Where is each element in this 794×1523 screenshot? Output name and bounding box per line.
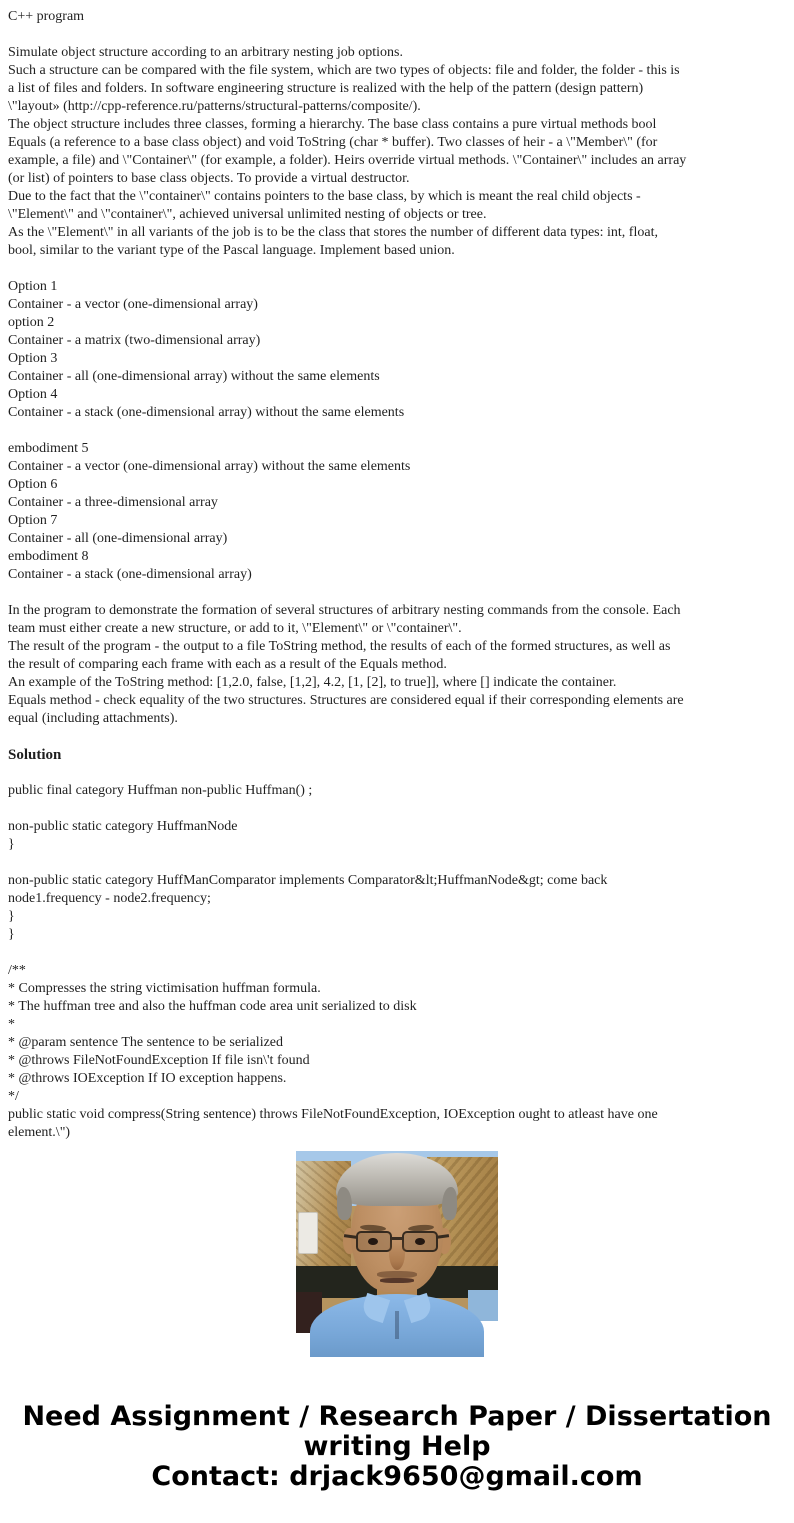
page-title: C++ program: [8, 9, 85, 24]
photo-mustache: [377, 1271, 417, 1278]
code-line: * Compresses the string victimisation huffman formula.: [8, 981, 321, 996]
code-line: public final category Huffman non-public Huffman() ;: [8, 783, 313, 798]
photo-mouth: [380, 1278, 414, 1282]
code-line: * The huffman tree and also the huffman code area unit serialized to disk: [8, 999, 417, 1014]
banner-heading-line2: writing Help: [303, 1431, 491, 1462]
code-line: non-public static category HuffManComparator implements Comparator&lt;HuffmanNode&gt; come back: [8, 873, 608, 888]
text-line: team must either create a new structure, or add to it, \"Element\" or \"container\".: [8, 621, 462, 636]
text-line: [8, 26, 794, 44]
code-line: [8, 800, 794, 818]
text-line: Such a structure can be compared with the file system, which are two types of objects: file and folder, the folder - this is: [8, 63, 680, 78]
option-line: Container - a matrix (two-dimensional array): [8, 333, 261, 348]
option-line: Option 6: [8, 477, 58, 492]
text-line: equal (including attachments).: [8, 711, 178, 726]
text-line: bool, similar to the variant type of the Pascal language. Implement based union.: [8, 243, 455, 258]
option-line: Container - a vector (one-dimensional array) without the same elements: [8, 459, 411, 474]
option-line: Container - a three-dimensional array: [8, 495, 218, 510]
banner-heading-line1: Need Assignment / Research Paper / Dissertation: [22, 1401, 772, 1432]
code-line: }: [8, 837, 15, 852]
text-line: the result of comparing each frame with each as a result of the Equals method.: [8, 657, 447, 672]
code-line: non-public static category HuffmanNode: [8, 819, 238, 834]
photo-nose: [389, 1236, 405, 1270]
code-line: */: [8, 1089, 19, 1104]
text-line: As the \"Element\" in all variants of the job is to be the class that stores the number of different data types: int, float,: [8, 225, 658, 240]
option-line: Option 7: [8, 513, 58, 528]
photo-eye-left: [368, 1238, 378, 1245]
option-line: Option 3: [8, 351, 58, 366]
text-line: a list of files and folders. In software engineering structure is realized with the help of the pattern (design pattern): [8, 81, 644, 96]
code-line: /**: [8, 963, 26, 978]
option-line: Container - all (one-dimensional array) without the same elements: [8, 369, 380, 384]
code-line: node1.frequency - node2.frequency;: [8, 891, 211, 906]
option-line: embodiment 8: [8, 549, 89, 564]
text-line: The object structure includes three classes, forming a hierarchy. The base class contains a pure virtual methods bool: [8, 117, 657, 132]
text-line: example, a file) and \"Container\" (for example, a folder). Heirs override virtual methods. \"Container\" includes an array: [8, 153, 687, 168]
text-line: [8, 584, 794, 602]
code-line: public static void compress(String sentence) throws FileNotFoundException, IOException ought to atleast have one: [8, 1107, 658, 1122]
option-line: embodiment 5: [8, 441, 89, 456]
text-line: [8, 422, 794, 440]
text-line: In the program to demonstrate the formation of several structures of arbitrary nesting commands from the console. Each: [8, 603, 681, 618]
text-line: \"Element\" and \"container\", achieved universal unlimited nesting of objects or tree.: [8, 207, 487, 222]
code-line: [8, 944, 794, 962]
option-line: option 2: [8, 315, 55, 330]
code-line: }: [8, 909, 15, 924]
option-line: Container - a vector (one-dimensional array): [8, 297, 258, 312]
text-line: Due to the fact that the \"container\" contains pointers to the base class, by which is meant the real child objects -: [8, 189, 641, 204]
contact-banner: [0, 1402, 794, 1492]
tutor-photo: [296, 1151, 498, 1353]
text-line: Simulate object structure according to an arbitrary nesting job options.: [8, 45, 404, 60]
text-line: \"layout» (http://cpp-reference.ru/patterns/structural-patterns/composite/).: [8, 99, 421, 114]
text-line: (or list) of pointers to base class objects. To provide a virtual destructor.: [8, 171, 410, 186]
code-line: }: [8, 927, 15, 942]
banner-contact-email: Contact: drjack9650@gmail.com: [151, 1461, 643, 1492]
code-line: *: [8, 1017, 15, 1032]
text-line: An example of the ToString method: [1,2.0, false, [1,2], 4.2, [1, [2], to true]], where [] indicate the container.: [8, 675, 617, 690]
code-line: * @param sentence The sentence to be serialized: [8, 1035, 284, 1050]
text-line: The result of the program - the output to a file ToString method, the results of each of the formed structures, as well as: [8, 639, 671, 654]
photo-wall-panel: [298, 1212, 318, 1254]
code-line-clipped: element.\"): [8, 1125, 71, 1140]
code-line: * @throws FileNotFoundException If file isn\'t found: [8, 1053, 310, 1068]
code-line: * @throws IOException If IO exception happens.: [8, 1071, 287, 1086]
text-line: [8, 260, 794, 278]
option-line: Container - all (one-dimensional array): [8, 531, 228, 546]
photo-hair-side-left: [337, 1187, 351, 1219]
option-line: Option 1: [8, 279, 58, 294]
text-line: [8, 728, 794, 746]
document-text-block: [8, 8, 794, 1140]
option-line: Container - a stack (one-dimensional array) without the same elements: [8, 405, 405, 420]
solution-heading: Solution: [8, 747, 62, 763]
text-line: Equals (a reference to a base class object) and void ToString (char * buffer). Two classes of heir - a \"Member\" (for: [8, 135, 658, 150]
option-line: Option 4: [8, 387, 58, 402]
option-line: Container - a stack (one-dimensional array): [8, 567, 252, 582]
text-line: Equals method - check equality of the two structures. Structures are considered equal if their corresponding elements are: [8, 693, 684, 708]
text-line: [8, 764, 794, 782]
code-line: [8, 854, 794, 872]
photo-shirt-shadow: [395, 1311, 399, 1339]
photo-hair-side-right: [442, 1187, 456, 1219]
